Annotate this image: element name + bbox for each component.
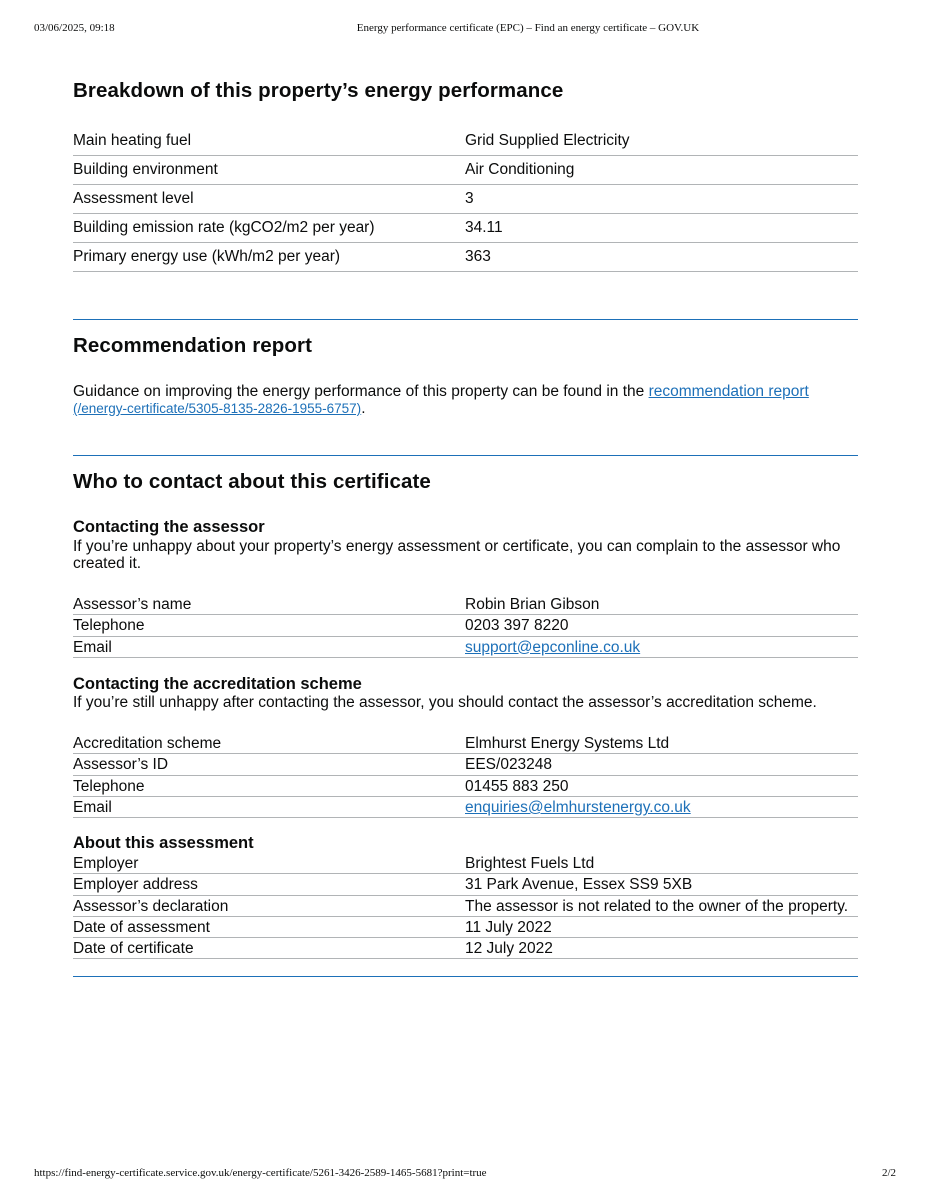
- row-value: 3: [465, 190, 474, 207]
- print-footer: [0, 1167, 930, 1181]
- table-row: [73, 754, 858, 775]
- section-divider: [73, 976, 858, 977]
- table-row: [73, 938, 858, 959]
- row-label: Email: [73, 638, 112, 656]
- recommendation-trailing: .: [361, 400, 366, 417]
- row-label: Primary energy use (kWh/m2 per year): [73, 248, 341, 265]
- table-row: [73, 214, 858, 243]
- row-label: Building emission rate (kgCO2/m2 per year): [73, 219, 375, 236]
- table-row: [73, 594, 858, 615]
- recommendation-text: [73, 383, 858, 417]
- row-value: 363: [465, 248, 491, 265]
- table-row: [73, 243, 858, 272]
- assessor-table: [73, 594, 858, 658]
- row-label: Main heating fuel: [73, 132, 192, 149]
- row-label: Assessor’s declaration: [73, 897, 229, 915]
- scheme-text: If you’re still unhappy after contacting the assessor, you should contact the assessor’s accreditation scheme.: [73, 694, 817, 711]
- row-value: 12 July 2022: [465, 940, 553, 958]
- row-label: Assessor’s ID: [73, 756, 169, 774]
- table-row: [73, 896, 858, 917]
- table-row: [73, 776, 858, 797]
- row-label: Accreditation scheme: [73, 735, 222, 752]
- recommendation-intro: Guidance on improving the energy performance of this property can be found in the: [73, 383, 645, 400]
- row-value: 34.11: [465, 219, 503, 236]
- table-row: [73, 853, 858, 874]
- row-value: 11 July 2022: [465, 918, 552, 936]
- table-row: [73, 637, 858, 658]
- row-label: Telephone: [73, 617, 145, 635]
- breakdown-table: [73, 128, 858, 272]
- table-row: [73, 156, 858, 185]
- scheme-table: [73, 733, 858, 818]
- row-value: Brightest Fuels Ltd: [465, 855, 595, 872]
- row-value: 01455 883 250: [465, 777, 569, 795]
- contact-heading: Who to contact about this certificate: [73, 470, 431, 493]
- recommendation-heading: Recommendation report: [73, 334, 313, 357]
- row-label: Assessor’s name: [73, 596, 192, 613]
- row-value: The assessor is not related to the owner of the property.: [465, 897, 849, 915]
- row-label: Email: [73, 798, 112, 816]
- print-header: [0, 22, 930, 36]
- row-label: Date of assessment: [73, 918, 210, 936]
- recommendation-link-label: recommendation report: [648, 383, 809, 400]
- table-row: [73, 917, 858, 938]
- scheme-heading: Contacting the accreditation scheme: [73, 675, 362, 693]
- recommendation-link-url: (/energy-certificate/5305-8135-2826-1955-6757): [73, 401, 362, 416]
- page-number: 2/2: [881, 1167, 896, 1179]
- table-row: [73, 615, 858, 636]
- assessor-text: If you’re unhappy about your property’s energy assessment or certificate, you can complain to the assessor who created it.: [73, 538, 841, 572]
- row-value: 31 Park Avenue, Essex SS9 5XB: [465, 876, 693, 894]
- row-label: Assessment level: [73, 190, 194, 207]
- row-value: EES/023248: [465, 756, 553, 774]
- row-label: Building environment: [73, 161, 218, 178]
- assessor-email-link[interactable]: support@epconline.co.uk: [465, 638, 641, 656]
- assessor-heading: Contacting the assessor: [73, 518, 265, 536]
- row-value: Robin Brian Gibson: [465, 596, 600, 613]
- scheme-email-link[interactable]: enquiries@elmhurstenergy.co.uk: [465, 798, 691, 816]
- table-row: [73, 874, 858, 895]
- row-label: Date of certificate: [73, 940, 194, 958]
- section-divider: [73, 455, 858, 456]
- table-row: [73, 733, 858, 754]
- about-heading: About this assessment: [73, 834, 254, 852]
- table-row: [73, 797, 858, 818]
- row-value: Elmhurst Energy Systems Ltd: [465, 735, 670, 752]
- breakdown-heading: Breakdown of this property’s energy performance: [73, 79, 564, 102]
- print-page-title: Energy performance certificate (EPC) – Find an energy certificate – GOV.UK: [356, 22, 700, 34]
- row-label: Telephone: [73, 777, 145, 795]
- about-table: [73, 853, 858, 959]
- table-row: [73, 185, 858, 214]
- table-row: [73, 128, 858, 156]
- section-divider: [73, 319, 858, 320]
- row-value: Air Conditioning: [465, 161, 575, 178]
- row-value: 0203 397 8220: [465, 617, 569, 635]
- print-datetime: 03/06/2025, 09:18: [34, 22, 115, 34]
- row-label: Employer: [73, 855, 139, 872]
- print-url: https://find-energy-certificate.service.gov.uk/energy-certificate/5261-3426-2589-1465-5681?print=true: [34, 1167, 487, 1179]
- row-value: Grid Supplied Electricity: [465, 132, 630, 149]
- row-label: Employer address: [73, 876, 198, 894]
